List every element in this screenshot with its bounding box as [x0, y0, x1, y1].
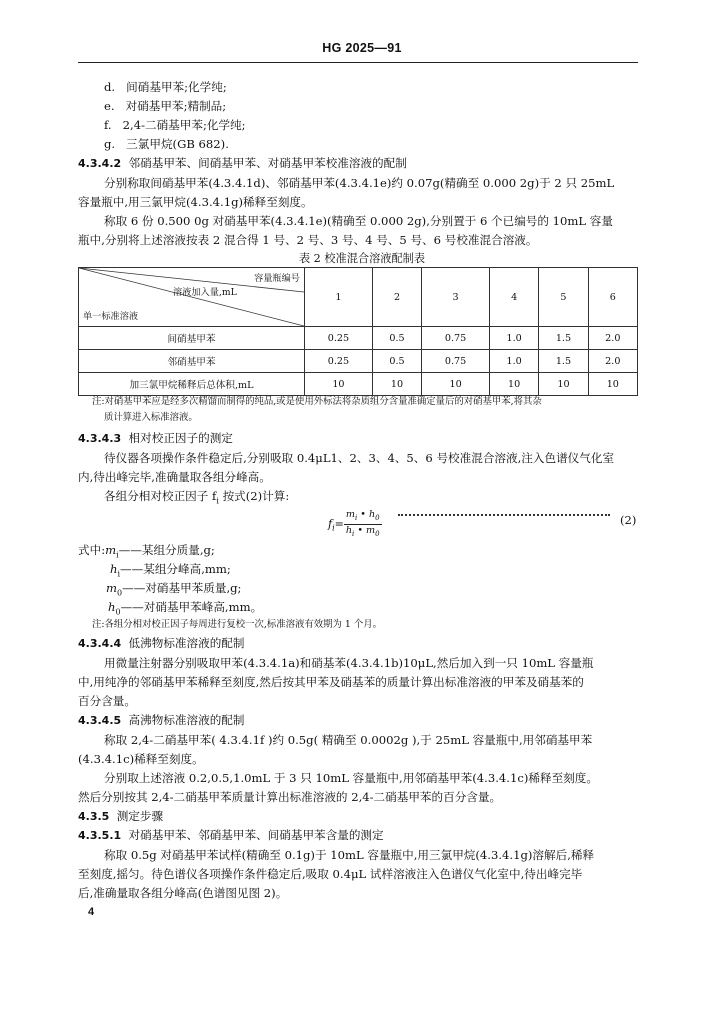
column-header: 3 [422, 268, 490, 327]
paragraph-line: 后,准确量取各组分峰高(色谱图见图 2)。 [78, 886, 288, 900]
diagonal-header-cell [79, 268, 305, 327]
column-header: 2 [372, 268, 421, 327]
section-number: 4.3.4.2 [78, 157, 122, 170]
paragraph-line: 分别称取间硝基甲苯(4.3.4.1d)、邻硝基甲苯(4.3.4.1e)约 0.07g(精确至 0.000 2g)于 2 只 25mL [104, 176, 615, 190]
header-rule [78, 62, 638, 63]
column-header: 6 [588, 268, 637, 327]
diag-label-top: 容量瓶编号 [254, 273, 300, 284]
paragraph-line: 称取 6 份 0.500 0g 对硝基甲苯(4.3.4.1e)(精确至 0.000 2g),分别置于 6 个已编号的 10mL 容量 [104, 214, 613, 228]
paragraph-line: 中,用纯净的邻硝基甲苯稀释至刻度,然后按其甲苯及硝基苯的质量计算出标准溶液的甲苯及硝基苯的 [78, 675, 584, 689]
paragraph-line: 容量瓶中,用三氯甲烷(4.3.4.1g)稀释至刻度。 [78, 195, 313, 209]
section-title: 相对校正因子的测定 [128, 431, 233, 445]
formula-fraction [344, 509, 382, 540]
table-cell: 10 [305, 373, 373, 396]
page-number: 4 [88, 906, 95, 918]
equation-number: (2) [620, 513, 637, 527]
subscript: 0 [375, 513, 380, 522]
table-cell: 2.0 [588, 327, 637, 350]
section-number: 4.3.5 [78, 810, 110, 823]
section-number: 4.3.5.1 [78, 829, 122, 842]
table-cell: 1.5 [539, 350, 588, 373]
variable-desc: ——某组分峰高,mm; [120, 562, 231, 576]
paragraph-line: 分别取上述溶液 0.2,0.5,1.0mL 于 3 只 10mL 容量瓶中,用邻硝基甲苯(4.3.4.1c)稀释至刻度。 [104, 771, 598, 785]
text-run: 按式(2)计算: [218, 489, 290, 503]
section-title: 对硝基甲苯、邻硝基甲苯、间硝基甲苯含量的测定 [128, 828, 384, 842]
table-cell: 2.0 [588, 350, 637, 373]
paragraph-line: 称取 2,4-二硝基甲苯( 4.3.4.1f )约 0.5g( 精确至 0.0002g ),于 25mL 容量瓶中,用邻硝基甲苯 [104, 733, 593, 747]
section-number: 4.3.4.4 [78, 637, 122, 650]
section-title: 低沸物标准溶液的配制 [128, 636, 245, 650]
row-label: 加三氯甲烷稀释后总体积,mL [79, 373, 305, 396]
subscript: i [117, 569, 121, 579]
table-cell: 0.75 [422, 327, 490, 350]
text-run: 各组分相对校正因子 f [104, 489, 217, 503]
paragraph-line: 用微量注射器分别吸取甲苯(4.3.4.1a)和硝基苯(4.3.4.1b)10μL,然后加入到一只 10mL 容量瓶 [104, 656, 594, 670]
table-row [79, 373, 638, 396]
subscript: i [116, 550, 119, 560]
table-cell: 10 [539, 373, 588, 396]
section-4343-heading [78, 431, 233, 446]
reagent-label: f. [104, 118, 112, 132]
reagent-label: e. [104, 99, 115, 113]
variable-definition [106, 581, 241, 600]
section-4344-heading [78, 636, 244, 651]
table-cell: 1.0 [490, 327, 539, 350]
symbol: • h [357, 509, 376, 520]
variable-definition [78, 543, 215, 562]
equation-leader-dots [398, 514, 610, 516]
section-4342-heading [78, 156, 407, 171]
paragraph-line [104, 489, 289, 508]
section-number: 4.3.4.5 [78, 714, 122, 727]
variable-symbol: h [108, 600, 116, 614]
variable-definition [110, 562, 231, 581]
paragraph-line: 至刻度,摇匀。待色谱仪各项操作条件稳定后,吸取 0.4μL 试样溶液注入色谱仪气化室中,待出峰完毕 [78, 867, 583, 881]
formula-note: 注:各组分相对校正因子每周进行复校一次,标准溶液有效期为 1 个月。 [92, 619, 382, 630]
symbol: m [345, 509, 355, 520]
row-label: 邻硝基甲苯 [79, 350, 305, 373]
table-cell: 1.5 [539, 327, 588, 350]
variable-symbol: m [105, 543, 117, 557]
table-cell: 0.5 [372, 350, 421, 373]
symbol: • m [354, 524, 376, 536]
section-4351-heading [78, 828, 384, 843]
table-cell: 0.5 [372, 327, 421, 350]
table-header-row [79, 268, 638, 327]
paragraph-line: (4.3.4.1c)稀释至刻度。 [78, 752, 204, 766]
variable-symbol: m [106, 581, 117, 595]
variable-desc: ——某组分质量,g; [118, 543, 215, 557]
table-cell: 10 [588, 373, 637, 396]
reagent-text: 对硝基甲苯;精制品; [125, 99, 227, 113]
section-4345-heading [78, 713, 244, 728]
paragraph-line: 内,待出峰完毕,准确量取各组分峰高。 [78, 470, 271, 484]
table-cell: 10 [490, 373, 539, 396]
paragraph-line: 百分含量。 [78, 694, 136, 708]
section-435-heading [78, 809, 163, 824]
paragraph-line: 称取 0.5g 对硝基甲苯试样(精确至 0.1g)于 10mL 容量瓶中,用三氯甲烷(4.3.4.1g)溶解后,稀释 [104, 848, 595, 862]
where-label: 式中: [78, 543, 106, 557]
table-caption: 表 2 校准混合溶液配制表 [298, 252, 426, 265]
table-cell: 0.25 [305, 327, 373, 350]
table-cell: 10 [372, 373, 421, 396]
column-header: 4 [490, 268, 539, 327]
symbol: h [345, 524, 353, 536]
paragraph-line: 然后分别按其 2,4-二硝基甲苯质量计算出标准溶液的 2,4-二硝基甲苯的百分含量。 [78, 790, 502, 804]
diag-label-mid: 溶液加入量,mL [173, 287, 237, 298]
calibration-table [78, 267, 638, 396]
table-row [79, 327, 638, 350]
subscript: 0 [115, 607, 121, 617]
subscript: i [354, 513, 358, 522]
reagent-f [104, 118, 246, 132]
section-number: 4.3.4.3 [78, 432, 122, 445]
reagent-d [104, 80, 227, 94]
reagent-text: 间硝基甲苯;化学纯; [126, 80, 227, 94]
table-note: 质计算进入标准溶液。 [104, 412, 198, 423]
column-header: 1 [305, 268, 373, 327]
paragraph-line: 待仪器各项操作条件稳定后,分别吸取 0.4μL1、2、3、4、5、6 号校准混合溶液,注入色谱仪气化室 [104, 451, 615, 465]
section-title: 测定步骤 [116, 809, 164, 823]
variable-definition [108, 600, 262, 619]
section-title: 邻硝基甲苯、间硝基甲苯、对硝基甲苯校准溶液的配制 [128, 156, 407, 170]
table-cell: 10 [422, 373, 490, 396]
reagent-text: 2,4-二硝基甲苯;化学纯; [122, 118, 246, 132]
table-cell: 0.75 [422, 350, 490, 373]
subscript: i [352, 529, 355, 538]
reagent-label: d. [104, 80, 116, 94]
formula-denominator [344, 525, 382, 540]
section-title: 高沸物标准溶液的配制 [128, 713, 245, 727]
variable-desc: ——对硝基甲苯峰高,mm。 [120, 600, 263, 614]
subscript: i [332, 523, 335, 533]
table-row [79, 350, 638, 373]
page-header: HG 2025—91 [322, 41, 402, 55]
subscript: i [216, 496, 219, 506]
table-note: 注:对硝基甲苯应是经多次精馏而制得的纯品,或是使用外标法将杂质组分含量准确定量后的对硝基甲苯,将其杂 [92, 396, 542, 407]
formula-lhs: f [328, 517, 333, 531]
formula-numerator [344, 509, 382, 525]
column-header: 5 [539, 268, 588, 327]
formula-2: $f_i=$ $\frac{m_i • h_0}{h_i • m_0}$ [328, 509, 380, 538]
reagent-g [104, 137, 229, 151]
reagent-label: g. [104, 137, 116, 151]
table-cell: 1.0 [490, 350, 539, 373]
variable-symbol: h [110, 562, 118, 576]
diag-label-bottom: 单一标准溶液 [83, 311, 139, 322]
variable-desc: ——对硝基甲苯质量,g; [122, 581, 242, 595]
subscript: 0 [375, 529, 380, 538]
subscript: 0 [117, 588, 123, 598]
paragraph-line: 瓶中,分别将上述溶液按表 2 混合得 1 号、2 号、3 号、4 号、5 号、6 号校准混合溶液。 [78, 233, 538, 247]
reagent-text: 三氯甲烷(GB 682). [126, 137, 229, 151]
row-label: 间硝基甲苯 [79, 327, 305, 350]
reagent-e [104, 99, 226, 113]
table-cell: 0.25 [305, 350, 373, 373]
